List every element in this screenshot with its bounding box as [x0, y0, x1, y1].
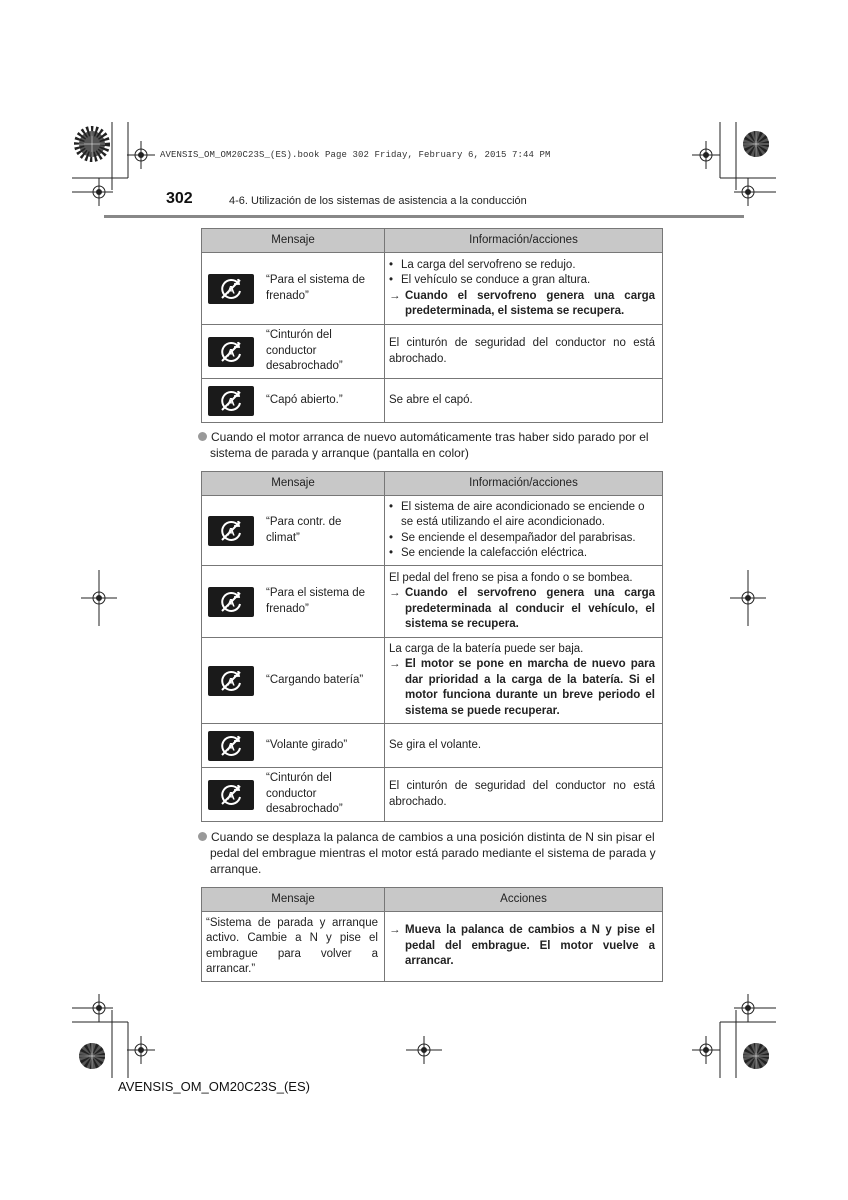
message-text: “Para el sistema de frenado” [266, 274, 366, 302]
table-row [202, 724, 663, 768]
svg-text:A: A [227, 741, 235, 753]
table-row [202, 638, 663, 724]
bullet: • [389, 258, 394, 271]
stop-start-cancel-icon [208, 780, 254, 810]
stop-start-cancel-icon [208, 516, 254, 546]
header-rule [104, 215, 744, 218]
info-bullet: El vehículo se conduce a gran altura. [401, 274, 591, 286]
table-3-header-message: Mensaje [202, 888, 385, 912]
paragraph-1-line-2: sistema de parada y arranque (pantalla en color) [210, 446, 469, 460]
table-1-header-info: Información/acciones [385, 229, 663, 253]
table-row [202, 566, 663, 638]
section-title: 4-6. Utilización de los sistemas de asistencia a la conducción [229, 195, 527, 207]
info-text: El cinturón de seguridad del conductor no está abrochado. [385, 325, 663, 379]
table-row [202, 379, 663, 423]
stop-start-cancel-icon [208, 337, 254, 367]
svg-text:A: A [227, 676, 235, 688]
arrow-icon: → [389, 924, 401, 937]
table-2 [201, 471, 663, 822]
message-text: “Capó abierto.” [266, 393, 343, 406]
bullet: • [389, 547, 394, 559]
message-text: “Para contr. de climat” [266, 516, 342, 544]
table-2-header-info: Información/acciones [385, 472, 663, 496]
info-bullet: Se enciende el desempañador del parabrisas. [401, 531, 636, 544]
info-text: La carga de la batería puede ser baja. [389, 642, 584, 655]
paragraph-1 [198, 429, 664, 461]
table-row [202, 912, 663, 982]
info-text: El cinturón de seguridad del conductor no está abrochado. [385, 768, 663, 822]
svg-text:A: A [227, 597, 235, 609]
footer-code: AVENSIS_OM_OM20C23S_(ES) [118, 1079, 310, 1094]
stop-start-cancel-icon [208, 587, 254, 617]
message-text: “Cargando batería” [266, 673, 364, 686]
arrow-icon: → [389, 289, 401, 302]
bullet: • [389, 500, 394, 513]
info-text: El pedal del freno se pisa a fondo o se bombea. [389, 571, 633, 584]
message-text: “Sistema de parada y arranque activo. Cambie a N y pise el embrague para volver a arrancar.” [202, 912, 385, 982]
info-text: Se gira el volante. [385, 724, 663, 768]
stop-start-cancel-icon [208, 666, 254, 696]
book-file-line: AVENSIS_OM_OM20C23S_(ES).book Page 302 Friday, February 6, 2015 7:44 PM [160, 150, 551, 160]
bullet: • [389, 531, 394, 544]
table-3 [201, 887, 663, 982]
table-row [202, 768, 663, 822]
arrow-icon: → [389, 587, 401, 599]
page-number: 302 [166, 190, 193, 207]
stop-start-cancel-icon [208, 274, 254, 304]
message-text: “Volante girado” [266, 738, 348, 751]
message-text: “Cinturón del conductor desabrochado” [266, 329, 343, 373]
table-1-header-message: Mensaje [202, 229, 385, 253]
paragraph-2 [198, 829, 664, 877]
svg-text:A: A [227, 396, 235, 408]
table-3-header-actions: Acciones [385, 888, 663, 912]
arrow-icon: → [389, 658, 401, 671]
message-text: “Cinturón del conductor desabrochado” [266, 772, 343, 816]
bullet: • [389, 274, 394, 286]
paragraph-2-line-1: Cuando se desplaza la palanca de cambios a una posición distinta de N sin pisar el [211, 830, 655, 844]
info-action: Cuando el servofreno genera una carga predeterminada, el sistema se recupera. [405, 289, 655, 317]
paragraph-2-line-3: arranque. [210, 862, 262, 876]
svg-text:A: A [227, 526, 235, 538]
bullet-dot [198, 432, 207, 441]
info-text: Se abre el capó. [385, 379, 663, 423]
info-action: Cuando el servofreno genera una carga predeterminada al conducir el vehículo, el sistema se recupera. [405, 587, 655, 630]
bullet-dot [198, 832, 207, 841]
paragraph-1-line-1: Cuando el motor arranca de nuevo automáticamente tras haber sido parado por el [211, 430, 649, 444]
svg-text:A: A [227, 790, 235, 802]
info-action: El motor se pone en marcha de nuevo para dar prioridad a la carga de la batería. Si el motor funciona durante un breve periodo el sistema se puede recuperar. [405, 658, 655, 717]
svg-text:A: A [227, 284, 235, 296]
table-1 [201, 228, 663, 423]
table-row [202, 325, 663, 379]
table-row [202, 253, 663, 325]
message-text: “Para el sistema de frenado” [266, 587, 366, 615]
info-bullet: El sistema de aire acondicionado se enciende o se está utilizando el aire acondicionado. [401, 500, 645, 528]
table-2-header-message: Mensaje [202, 472, 385, 496]
info-bullet: Se enciende la calefacción eléctrica. [401, 547, 588, 559]
info-action: Mueva la palanca de cambios a N y pise el pedal del embrague. El motor vuelve a arrancar. [405, 924, 655, 968]
paragraph-2-line-2: pedal del embrague mientras el motor está parado mediante el sistema de parada y [210, 846, 656, 860]
stop-start-cancel-icon [208, 731, 254, 761]
stop-start-cancel-icon [208, 386, 254, 416]
svg-text:A: A [227, 347, 235, 359]
table-row [202, 496, 663, 566]
info-bullet: La carga del servofreno se redujo. [401, 258, 576, 271]
